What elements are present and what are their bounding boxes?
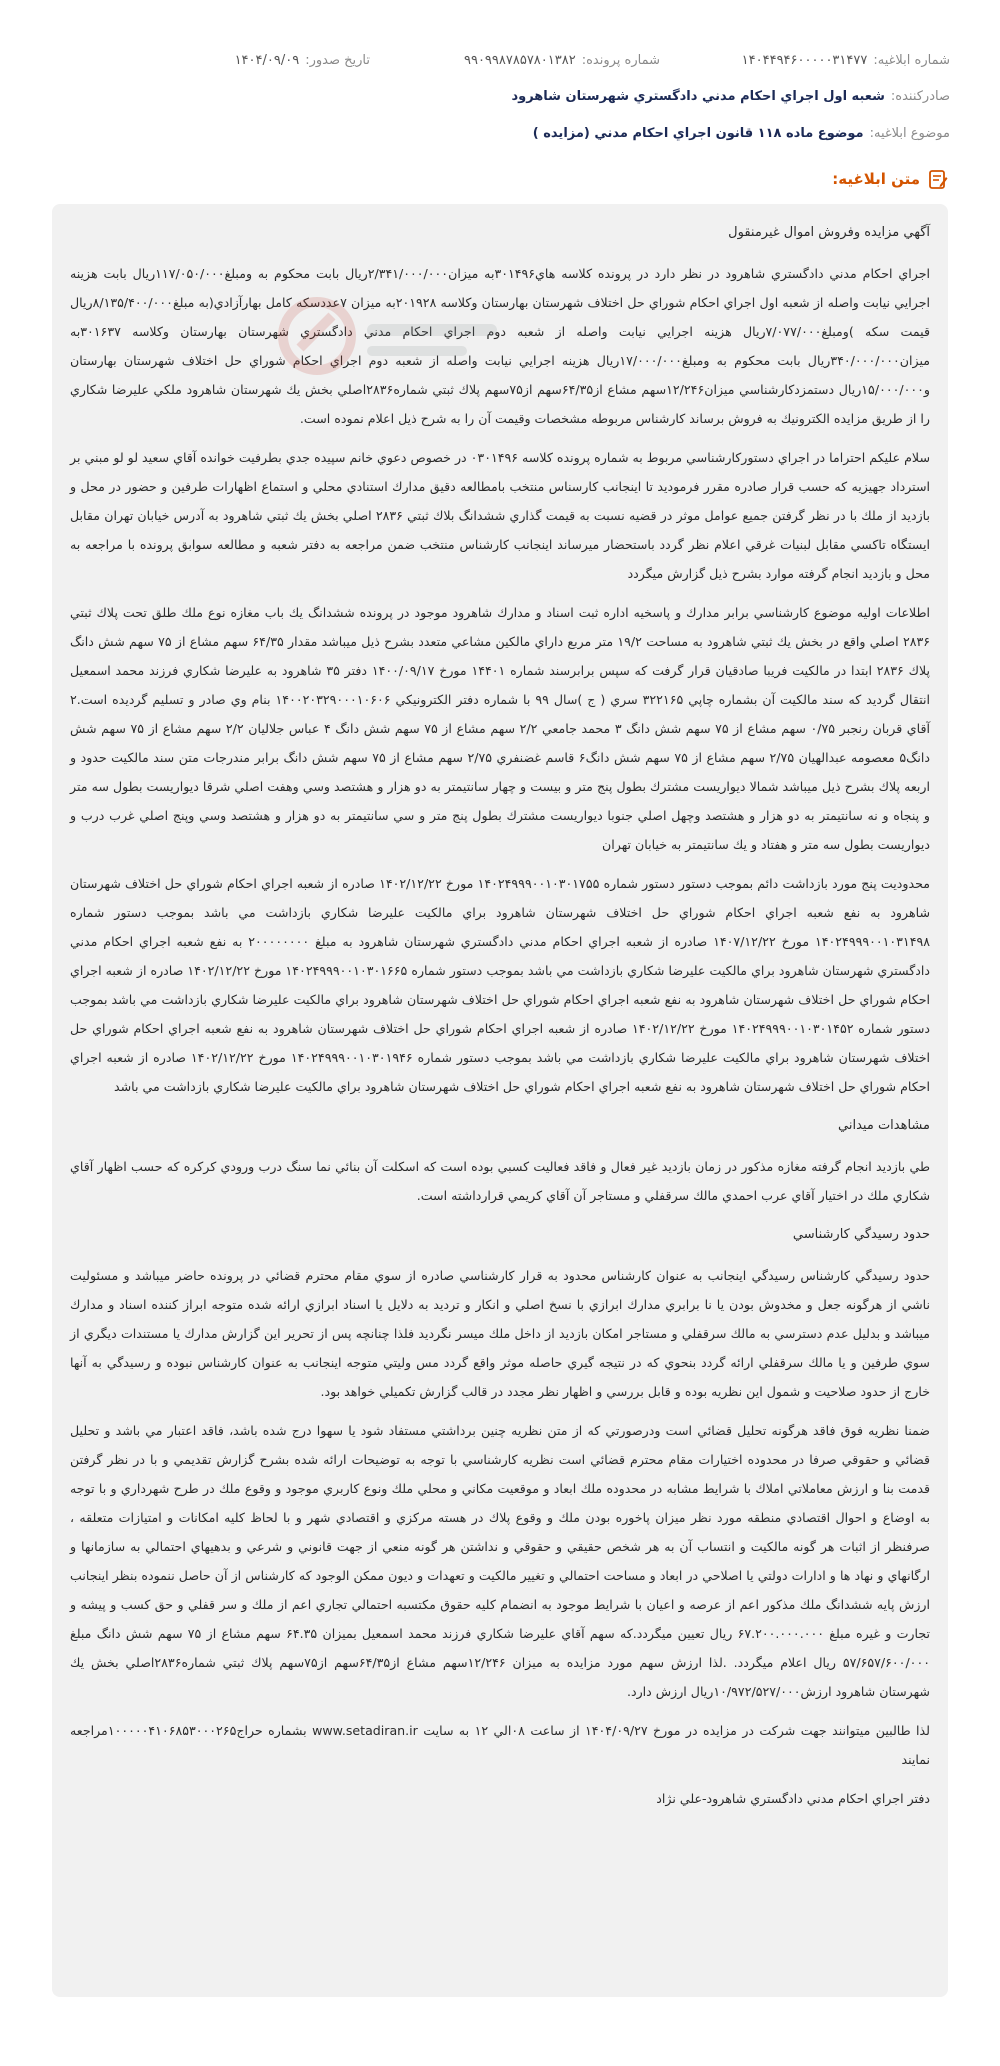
- meta-row-subject: [50, 117, 950, 149]
- issue-date: [235, 53, 370, 68]
- issuer: [511, 89, 950, 104]
- notice-number: [660, 53, 950, 68]
- notice-text-title-label: متن ابلاغیه:: [832, 170, 920, 188]
- paragraph-field-observations: طي بازديد انجام گرفته مغازه مذكور در زمان بازديد غير فعال و فاقد فعاليت كسبي بوده است كه اسكلت آن بنائي نما سنگ درب ورودي كركره كه حسب اظهار آقاي شكاري ملك در اختيار آقاي عرب احمدي مالك سرقفلي و مستاجر آن آقاي كريمي قرارداشته است.: [70, 1159, 930, 1203]
- paragraph-intro: اجراي احكام مدني دادگستري شاهرود در نظر دارد در پرونده كلاسه هاي۳۰۱۴۹۶به ميزان۲/۳۴۱/۰۰۰/۰۰۰ريال بابت محكوم به ومبلغ۱۱۷/۰۵۰/۰۰۰ريال بابت هزينه اجرايي نيابت واصله از شعبه اول اجراي احكام شوراي حل اختلاف شهرستان بهارستان وكلاسه ۲۰۱۹۲۸به ميزان ۷عددسكه كامل بهارآزادي(به مبلغ۸/۱۳۵/۴۰۰/۰۰۰ريال قيمت سكه )ومبلغ۷/۰۷۷/۰۰۰ريال هزينه اجرايي نيابت واصله از شعبه دوم اجراي احكام مدني دادگستري شهرستان بهارستان وكلاسه ۳۰۱۶۳۷به ميزان۳۴۰/۰۰۰/۰۰۰ريال بابت محكوم به ومبلغ۱۷/۰۰۰/۰۰۰ريال هزينه اجرايي نيابت واصله از شعبه دوم اجراي احكام شوراي حل اختلاف شهرستان بهارستان و۱۵/۰۰۰/۰۰۰ريال دستمزدكارشناسي ميزان۱۲/۲۴۶سهم مشاع از۶۴/۳۵سهم از۷۵سهم پلاك ثبتي شماره۲۸۳۶اصلي بخش يك شهرستان شاهرود ملكي عليرضا شكاري را از طريق مزايده الكترونيك به فروش برساند كارشناس مربوطه مشخصات وقيمت آن را به شرح ذيل اعلام نموده است.: [70, 266, 930, 426]
- case-number-value: ۹۹۰۹۹۸۷۸۵۷۸۰۱۳۸۲: [463, 52, 576, 68]
- paragraph-initial-info: اطلاعات اوليه موضوع كارشناسي برابر مدارك و پاسخيه اداره ثبت اسناد و مدارك شاهرود موجود در پرونده ششدانگ يك باب مغازه نوع ملك طلق تحت پلاك ثبتي ۲۸۳۶ اصلي واقع در بخش يك ثبتي شاهرود به مساحت ۱۹/۲ متر مربع داراي مالكين مشاعي متعدد بشرح ذيل ميباشد مقدار ۶۴/۳۵ سهم مشاع از ۷۵ سهم شش دانگ پلاك ۲۸۳۶ ابتدا در مالكيت فريبا صادقيان قرار گرفت كه سپس برابرسند شماره ۱۴۴۰۱ مورخ ۱۴۰۰/۰۹/۱۷ دفتر ۳۵ شاهرود به عليرضا شكاري فرزند محمد اسمعيل انتقال گرديد كه سند مالكيت آن بشماره چاپي ۳۲۲۱۶۵ سري ( ج )سال ۹۹ با شماره دفتر الكترونيكي ۱۴۰۰۲۰۳۲۹۰۰۰۱۰۶۰۶ بنام وي صادر و تسليم گرديده است.۲ آقاي قربان رنجبر ۰/۷۵ سهم مشاع از ۷۵ سهم شش دانگ ۳ محمد جامعي ۲/۲ سهم مشاع از ۷۵ سهم شش دانگ ۴ عباس جلاليان ۲/۲ سهم مشاع از ۷۵ سهم شش دانگ۵ معصومه عبدالهيان ۲/۷۵ سهم مشاع از ۷۵ سهم شش دانگ۶ قاسم غضنفري ۲/۷۵ سهم مشاع از ۷۵ سهم شش دانگ برابر مندرجات متن سند مالكيت حدود و اربعه پلاك بشرح ذيل ميباشد شمالا ديواريست مشترك بطول پنج متر و بيست و چهار سانتيمتر به دو هزار و هشتصد وسي وهفت اصلي شرقا ديواريست بطول سه متر و پنجاه و نه سانتيمتر به دو هزار و هشتصد وچهل اصلي جنوبا ديواريست مشترك بطول پنج متر و سي سانتيمتر به دو هزار و هشتصد وسي وپنج اصلي غرب درب و ديواريست بطول سه متر و هفتاد و يك سانتيمتر به خيابان تهران: [70, 605, 931, 852]
- paragraph-expert-greeting: سلام عليكم احتراما در اجراي دستوركارشناسي مربوط به شماره پرونده كلاسه ۰۳۰۱۴۹۶ در خصوص دعوي خانم سپيده جدي بطرفيت خوانده آقاي سعيد لو لو مبني بر استرداد جهيزيه كه حسب قرار صادره مقرر فرموديد تا اينجانب كارسناس منتخب بامطالعه دقيق مدارك استنادي محلي و استماع اظهارات طرفين و حضور در محل و بازديد از ملك با در نظر گرفتن جميع عوامل موثر در قضيه نسبت به قيمت گذاري ششدانگ بلاك ثبتي ۲۸۳۶ اصلي بخش يك ثبتي شاهرود به آدرس خيابان تهران مقابل ايستگاه تاكسي مقابل لبنيات غرقي اعلام نظر گردد باستحضار ميرساند اينجانب كارشناس منتخب ضمن مراجعه به دفتر شعبه و مطالعه سوابق پرونده با مراجعه به محل و بازديد انجام گرفته موارد بشرح ذيل گزارش ميگردد: [70, 450, 930, 581]
- paragraph-valuation: ضمنا نظريه فوق فاقد هرگونه تحليل قضائي است ودرصورتي كه از متن نظريه چنين برداشتي مستفاد شود يا سهوا درج شده باشد، فاقد اعتبار مي باشد و تحليل قضائي و حقوقي صرفا در محدوده اختيارات مقام محترم قضائي است نظريه كارشناسي با توجه به توضيحات ارائه شده بشرح گزارش تقديمي و با در نظر گرفتن قدمت بنا و ارزش معاملاتي املاك با شرايط مشابه در محدوده ملك ابعاد و موقعيت مكاني و محلي ملك ونوع كاربري موجود و وقوع ملك در طرح شهرداري و با توجه به اوضاع و احوال اقتصادي منطقه مورد نظر ميزان پاخوره بودن ملك و وقوع پلاك در هسته مركزي و اقتصادي شهر و با لحاظ كليه امكانات و امتيازات متعلقه ، صرفنظر از اثبات هر گونه مالكيت و انتساب آن به هر شخص حقيقي و حقوقي و نداشتن هر گونه منعي از جهت قانوني و شرعي و بدهيهاي احتمالي به سازمانها و ارگانهاي و نهاد ها و ادارات دولتي يا اصلاحي در ابعاد و مساحت احتمالي و تغيير مالكيت و تعهدات و ديون ممكن الوجود كه كارشناس از آن حاصل ننموده بنظر اينجانب ارزش پايه ششدانگ ملك مذكور اعم از عرصه و اعيان با شرايط موجود به انضمام كليه حقوق مكتسبه احتمالي تجاري اعم از ملك و سر قفلي و حق كسب و پيشه و تجارت و غيره مبلغ ۶۷.۲۰۰.۰۰۰.۰۰۰ ريال تعيين ميگردد.كه سهم آقاي عليرضا شكاري فرزند محمد اسمعيل بميزان ۶۴.۳۵ سهم مشاع از ۷۵ سهم شش دانگ مبلغ ۵۷/۶۵۷/۶۰۰/۰۰۰ ريال اعلام ميگردد. .لذا ارزش سهم مورد مزايده به ميزان ۱۲/۲۴۶سهم مشاع از۶۴/۳۵سهم از۷۵سهم پلاك ثبتي شماره۲۸۳۶اصلي بخش يك شهرستان شاهرود ارزش۱۰/۹۷۲/۵۲۷/۰۰۰ريال ارزش دارد.: [70, 1423, 930, 1699]
- paragraph-expert-scope: حدود رسيدگي كارشناس رسيدگي اينجانب به عنوان كارشناس محدود به قرار كارشناسي صادره از سوي مقام محترم قضائي در پرونده حاضر ميباشد و مسئوليت ناشي از هرگونه جعل و مخدوش بودن يا نا برابري مدارك ابرازي با نسخ اصلي و انكار و ترديد به دلايل يا اسناد ابرازي ارائه شده متوجه ابراز كننده اسناد و مدارك ميباشد و بدليل عدم دسترسي به مالك سرقفلي و مستاجر امكان بازديد از داخل ملك ميسر نگرديد فلذا چنانچه پس از تحرير اين گزارش مدارك يا مستندات ديگري از سوي طرفين و يا مالك سرقفلي ارائه گردد بنحوي كه در نتيجه گيري حاصله موثر واقع گردد مس وليتي متوجه اينجانب به عنوان كارشناس نبوده و رسيدگي به آنها خارج از حدود صلاحيت و شمول اين نظريه بوده و قابل بررسي و اظهار نظر مجدد در قالب گزارش تكميلي خواهد بود.: [70, 1268, 930, 1399]
- notice-content-box: [52, 204, 948, 1997]
- paragraph-restrictions: محدوديت پنج مورد بازداشت دائم بموجب دستور دستور شماره ۱۴۰۲۴۹۹۹۰۰۱۰۳۰۱۷۵۵ مورخ ۱۴۰۲/۱۲/۲۲ صادره از شعبه اجراي احكام شوراي حل اختلاف شهرستان شاهرود به نفع شعبه اجراي احكام شوراي حل اختلاف شهرستان شاهرود براي مالكيت عليرضا شكاري بازداشت مي باشد بموجب دستور شماره ۱۴۰۲۴۹۹۹۰۰۱۰۳۱۴۹۸ مورخ ۱۴۰۷/۱۲/۲۲ صادره از شعبه اجراي احكام مدني دادگستري شهرستان شاهرود به مبلغ ۲۰۰۰۰۰۰۰۰ به نفع شعبه اجراي احكام مدني دادگستري شهرستان شاهرود براي مالكيت عليرضا شكاري بازداشت مي باشد بموجب دستور شماره ۱۴۰۲۴۹۹۹۰۰۱۰۳۰۱۶۶۵ مورخ ۱۴۰۲/۱۲/۲۲ صادره از شعبه اجراي احكام شوراي حل اختلاف شهرستان شاهرود به نفع شعبه اجراي احكام شوراي حل اختلاف شهرستان شاهرود براي مالكيت عليرضا شكاري بازداشت مي باشد بموجب دستور شماره ۱۴۰۲۴۹۹۹۰۰۱۰۳۰۱۴۵۲ مورخ ۱۴۰۲/۱۲/۲۲ صادره از شعبه اجراي احكام شوراي حل اختلاف شهرستان شاهرود به نفع شعبه اجراي احكام شوراي حل اختلاف شهرستان شاهرود براي مالكيت عليرضا شكاري بازداشت مي باشد بموجب دستور شماره ۱۴۰۲۴۹۹۹۰۰۱۰۳۰۱۹۴۶ مورخ ۱۴۰۲/۱۲/۲۲ صادره از شعبه اجراي احكام شوراي حل اختلاف شهرستان شاهرود به نفع شعبه اجراي احكام شوراي حل اختلاف شهرستان شاهرود براي مالكيت عليرضا شكاري بازداشت مي باشد: [70, 876, 931, 1094]
- subject-label: موضوع ابلاغیه:: [869, 125, 950, 141]
- paragraph-auction-info: لذا طالبين ميتوانند جهت شركت در مزايده در مورخ ۱۴۰۴/۰۹/۲۷ از ساعت ۰۸الي ۱۲ به سايت www.setadiran.ir بشماره حراج۱۰۰۰۰۰۴۱۰۶۸۵۳۰۰۰۲۶۵مراجعه نمايند: [70, 1723, 931, 1767]
- issuer-value: شعبه اول اجراي احكام مدني دادگستري شهرستان شاهرود: [511, 88, 885, 104]
- case-number: [370, 53, 660, 68]
- issue-date-value: ۱۴۰۴/۰۹/۰۹: [234, 52, 300, 68]
- meta-row-issuer: [50, 80, 950, 112]
- heading-expert-scope: حدود رسيدگي كارشناسي: [792, 1227, 930, 1242]
- ad-title: آگهي مزايده وفروش اموال غيرمنقول: [728, 225, 930, 240]
- notice-text-title: [832, 168, 948, 190]
- notice-number-label: شماره ابلاغیه:: [873, 52, 950, 68]
- issue-date-label: تاریخ صدور:: [305, 52, 370, 68]
- note-edit-icon: [928, 168, 948, 190]
- heading-field-observations: مشاهدات ميداني: [838, 1118, 930, 1133]
- subject: [533, 126, 950, 141]
- meta-row-numbers: [50, 44, 950, 76]
- subject-value: موضوع ماده ۱۱۸ قانون اجراي احكام مدني (مزايده ): [532, 125, 864, 141]
- notice-number-value: ۱۴۰۴۴۹۴۶۰۰۰۰۰۳۱۴۷۷: [741, 52, 868, 68]
- paragraph-signature: دفتر اجراي احكام مدني دادگستري شاهرود-علي نژاد: [656, 1791, 930, 1806]
- case-number-label: شماره پرونده:: [581, 52, 660, 68]
- issuer-label: صادرکننده:: [890, 88, 950, 104]
